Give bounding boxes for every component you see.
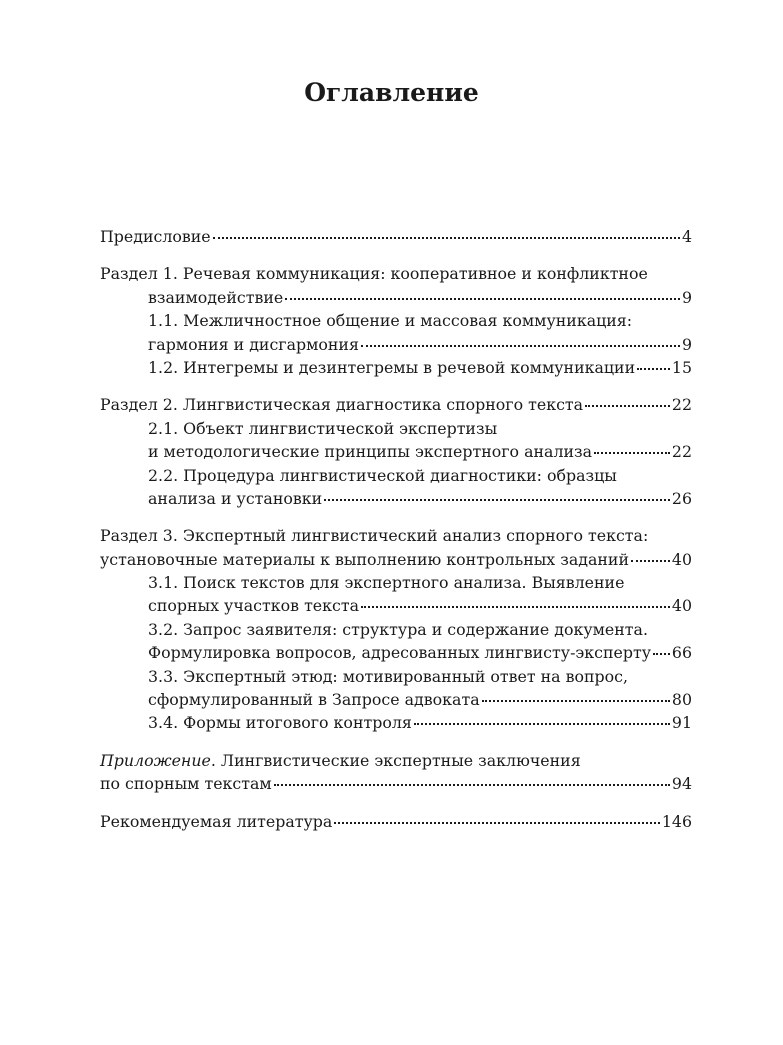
toc-page-number: 146 (661, 811, 692, 831)
dot-leader (213, 236, 680, 239)
toc-appendix[interactable] (100, 749, 692, 796)
toc-section-2[interactable] (100, 393, 692, 416)
toc-entry-label: 1.1. Межличностное общение и массовая коммуникация: (148, 311, 633, 331)
toc-entry-label: Раздел 1. Речевая коммуникация: кооперативное и конфликтное (100, 264, 648, 284)
toc-subsection-1-1[interactable] (100, 309, 692, 356)
toc-entry-label: Предисловие (100, 227, 211, 246)
toc-page-number: 22 (671, 395, 692, 415)
toc-subsection-1-2[interactable] (100, 356, 692, 379)
toc-subsection-2-2[interactable] (100, 464, 692, 511)
dot-leader (324, 498, 670, 501)
toc-subsection-3-2[interactable] (100, 618, 692, 665)
toc-page-number: 9 (681, 334, 692, 354)
toc-entry-label: 2.2. Процедура лингвистической диагностики: образцы (148, 465, 617, 485)
toc-entry-label: 3.2. Запрос заявителя: структура и содержание документа. (148, 619, 648, 639)
toc-page-number: 4 (681, 227, 692, 246)
dot-leader (585, 404, 670, 407)
toc-page-number: 26 (671, 488, 692, 508)
toc-entry-label: взаимодействие (148, 287, 284, 307)
toc-page-number: 22 (671, 442, 692, 462)
toc-subsection-3-1[interactable] (100, 571, 692, 618)
toc-page-number: 66 (671, 643, 692, 663)
toc-entry-label: . Лингвистические экспертные заключения (210, 750, 581, 770)
toc-page-number: 94 (671, 774, 692, 794)
dot-leader (334, 821, 660, 824)
toc-preface[interactable] (100, 225, 692, 248)
toc-subsection-3-4[interactable] (100, 711, 692, 734)
toc-entry-label: Раздел 2. Лингвистическая диагностика спорного текста (100, 395, 584, 415)
dot-leader (653, 652, 670, 655)
dot-leader (285, 297, 680, 300)
dot-leader (482, 699, 670, 702)
dot-leader (361, 605, 670, 608)
toc-entry-label: 3.1. Поиск текстов для экспертного анализа. Выявление (148, 573, 625, 593)
table-of-contents (100, 225, 692, 833)
toc-entry-label: установочные материалы к выполнению контрольных заданий (100, 549, 629, 569)
toc-section-1[interactable] (100, 262, 692, 309)
page-title: Оглавление (304, 78, 479, 107)
toc-entry-label: спорных участков текста (148, 596, 360, 616)
toc-entry-label: сформулированный в Запросе адвоката (148, 690, 480, 710)
toc-entry-label: 2.1. Объект лингвистической экспертизы (148, 418, 498, 438)
toc-entry-label-italic: Приложение (100, 750, 211, 770)
toc-page-number: 91 (671, 713, 692, 733)
toc-literature[interactable] (100, 810, 692, 833)
dot-leader (414, 722, 670, 725)
dot-leader (594, 451, 670, 454)
toc-entry-label: Формулировка вопросов, адресованных лингвисту-эксперту (148, 643, 651, 663)
toc-entry-label: анализа и установки (148, 488, 323, 508)
toc-entry-label: Раздел 3. Экспертный лингвистический анализ спорного текста: (100, 526, 649, 546)
toc-page-number: 40 (671, 549, 692, 569)
toc-section-3[interactable] (100, 524, 692, 571)
toc-entry-label: 1.2. Интегремы и дезинтегремы в речевой коммуникации (148, 357, 636, 377)
toc-page-number: 15 (671, 357, 692, 377)
toc-entry-label: по спорным текстам (100, 774, 272, 794)
toc-entry-label: и методологические принципы экспертного анализа (148, 442, 593, 462)
toc-page-number: 40 (671, 596, 692, 616)
dot-leader (631, 559, 670, 562)
toc-entry-label: 3.3. Экспертный этюд: мотивированный ответ на вопрос, (148, 666, 629, 686)
toc-entry-label: Рекомендуемая литература (100, 811, 333, 831)
toc-subsection-2-1[interactable] (100, 417, 692, 464)
dot-leader (274, 783, 670, 786)
toc-subsection-3-3[interactable] (100, 665, 692, 712)
dot-leader (361, 344, 680, 347)
toc-page-number: 9 (681, 287, 692, 307)
dot-leader (637, 367, 670, 370)
toc-entry-label: 3.4. Формы итогового контроля (148, 713, 412, 733)
toc-page-number: 80 (671, 690, 692, 710)
toc-entry-label: гармония и дисгармония (148, 334, 359, 354)
